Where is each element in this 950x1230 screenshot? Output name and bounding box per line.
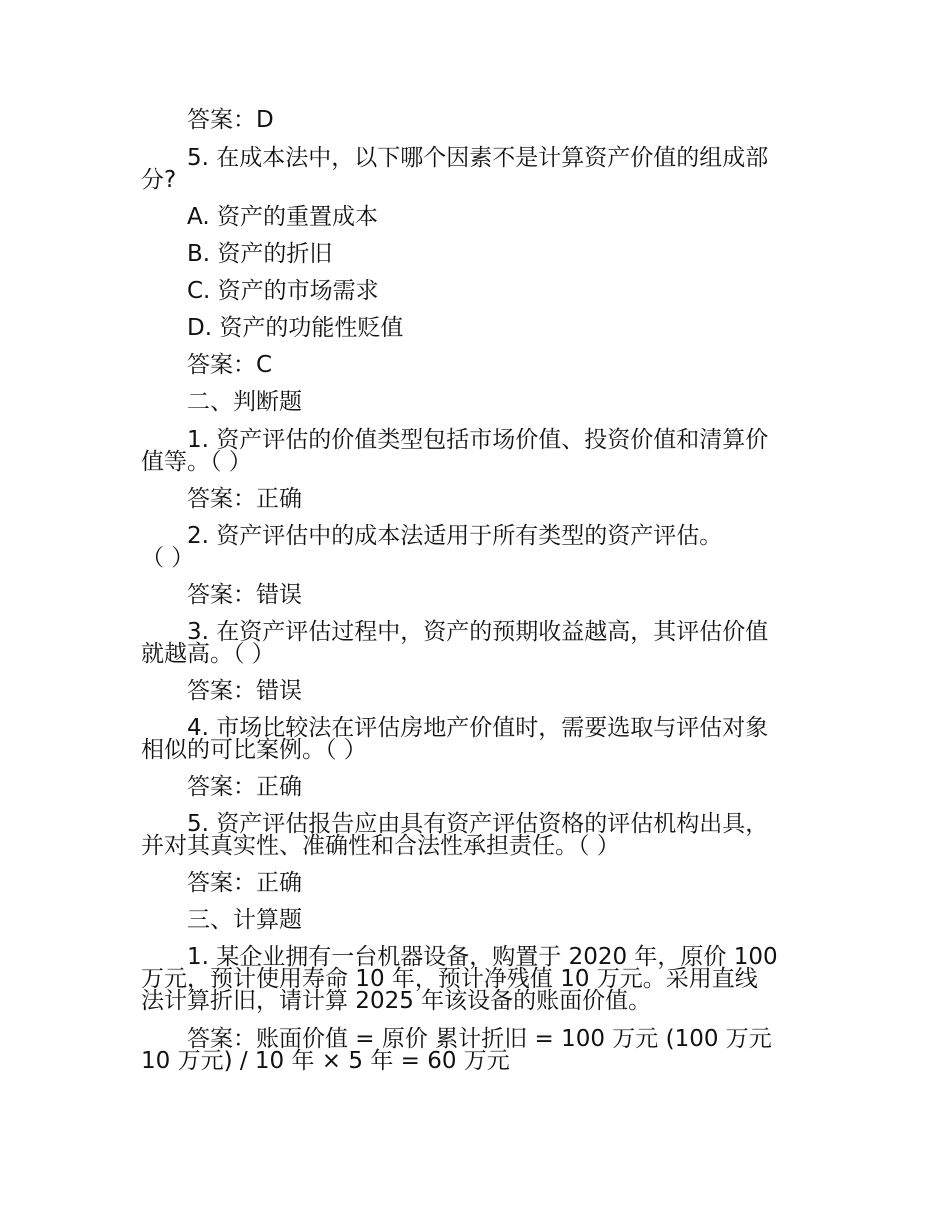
answer-text: 答案：错误 (187, 582, 302, 608)
question-text: 1. 资产评估的价值类型包括市场价值、投资价值和清算价 (187, 427, 769, 453)
question-text: 3. 在资产评估过程中，资产的预期收益越高，其评估价值 (187, 619, 769, 645)
question-text: 5. 在成本法中，以下哪个因素不是计算资产价值的组成部 (187, 145, 769, 171)
option-a: A. 资产的重置成本 (187, 204, 378, 230)
question-text-cont: 并对其真实性、准确性和合法性承担责任。（ ） (141, 833, 620, 859)
question-text: 5. 资产评估报告应由具有资产评估资格的评估机构出具， (187, 811, 769, 837)
section-heading: 三、计算题 (187, 907, 302, 933)
option-b: B. 资产的折旧 (187, 241, 333, 267)
question-text-cont: 就越高。（ ） (141, 641, 275, 667)
question-text-cont: 万元，预计使用寿命 10 年，预计净残值 10 万元。采用直线 (141, 966, 758, 992)
question-text: 1. 某企业拥有一台机器设备，购置于 2020 年，原价 100 (187, 944, 778, 970)
answer-text: 答案：正确 (187, 870, 302, 896)
option-c: C. 资产的市场需求 (187, 278, 379, 304)
question-text: 2. 资产评估中的成本法适用于所有类型的资产评估。 (187, 523, 723, 549)
answer-text: 答案：D (187, 107, 274, 133)
question-text-cont: 分? (141, 167, 177, 193)
question-text: 4. 市场比较法在评估房地产价值时，需要选取与评估对象 (187, 715, 769, 741)
answer-text: 答案：正确 (187, 774, 302, 800)
section-heading: 二、判断题 (187, 389, 302, 415)
question-text-cont: 值等。（ ） (141, 449, 252, 475)
answer-text: 答案：账面价值 = 原价 累计折旧 = 100 万元 (100 万元 (187, 1026, 772, 1052)
answer-text: 答案：正确 (187, 486, 302, 512)
question-text-cont: 相似的可比案例。（ ） (141, 737, 367, 763)
question-text-cont: （ ） (141, 545, 195, 571)
question-text-cont: 法计算折旧，请计算 2025 年该设备的账面价值。 (141, 988, 652, 1014)
answer-text: 答案：错误 (187, 678, 302, 704)
answer-text-cont: 10 万元) / 10 年 × 5 年 = 60 万元 (141, 1048, 510, 1074)
answer-text: 答案：C (187, 352, 273, 378)
option-d: D. 资产的功能性贬值 (187, 315, 404, 341)
